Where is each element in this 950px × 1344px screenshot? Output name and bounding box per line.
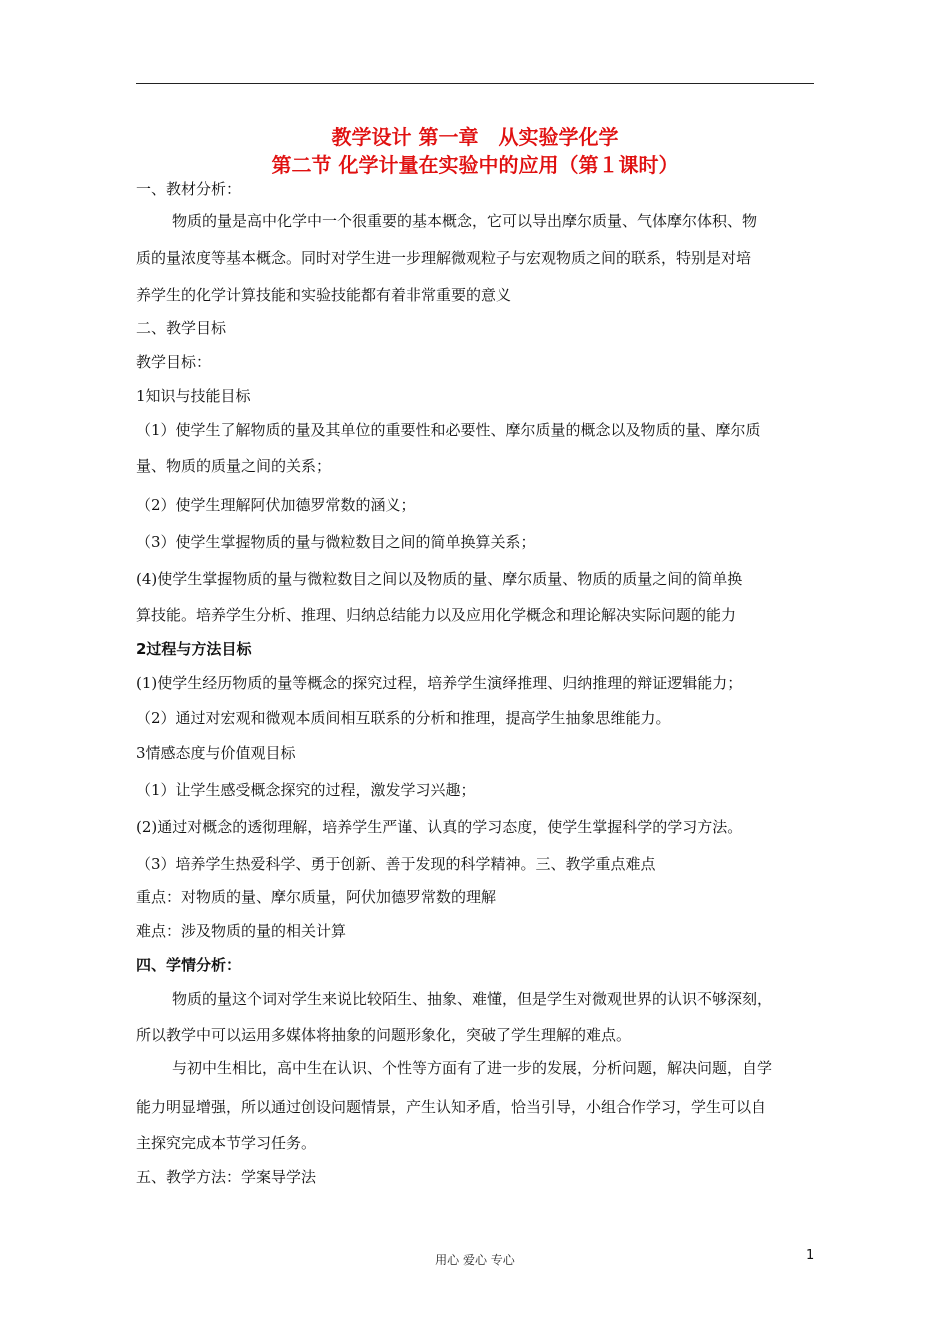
- title-line-2: 第二节 化学计量在实验中的应用（第１课时）: [271, 153, 679, 177]
- heading-student-analysis: 四、学情分析：: [136, 956, 242, 974]
- paragraph-line: 物质的量是高中化学中一个很重要的基本概念，它可以导出摩尔质量、气体摩尔体积、物: [172, 212, 758, 230]
- difficult-points: 难点：涉及物质的量的相关计算: [136, 922, 347, 940]
- paragraph-line: 能力明显增强，所以通过创设问题情景，产生认知矛盾，恰当引导，小组合作学习，学生可以自: [136, 1098, 767, 1116]
- goal-item: （3）培养学生热爱科学、勇于创新、善于发现的科学精神。三、教学重点难点: [136, 855, 656, 873]
- subheading-goals: 教学目标：: [136, 353, 212, 371]
- subheading-process-methods: 2过程与方法目标: [136, 640, 252, 658]
- subheading-attitudes-values: 3情感态度与价值观目标: [136, 744, 296, 762]
- heading-textbook-analysis: 一、教材分析：: [136, 180, 242, 198]
- goal-item: （1）让学生感受概念探究的过程，激发学习兴趣；: [136, 781, 476, 799]
- goal-item: (4)使学生掌握物质的量与微粒数目之间以及物质的量、摩尔质量、物质的质量之间的简单换: [136, 570, 743, 588]
- heading-teaching-method: 五、教学方法：学案导学法: [136, 1168, 317, 1186]
- goal-item: （2）通过对宏观和微观本质间相互联系的分析和推理，提高学生抽象思维能力。: [136, 709, 671, 727]
- paragraph-line: 质的量浓度等基本概念。同时对学生进一步理解微观粒子与宏观物质之间的联系，特别是对培: [136, 249, 752, 267]
- goal-item: (2)通过对概念的透彻理解，培养学生严谨、认真的学习态度，使学生掌握科学的学习方法。: [136, 818, 743, 836]
- header-rule: [136, 83, 814, 84]
- paragraph-line: 主探究完成本节学习任务。: [136, 1134, 317, 1152]
- goal-item-continued: 量、物质的质量之间的关系；: [136, 457, 332, 475]
- goal-item: (1)使学生经历物质的量等概念的探究过程，培养学生演绎推理、归纳推理的辩证逻辑能力；: [136, 674, 743, 692]
- title-line-1: 教学设计 第一章 从实验学化学: [331, 125, 619, 149]
- page-footer: 用心 爱心 专心: [435, 1253, 515, 1267]
- goal-item: （3）使学生掌握物质的量与微粒数目之间的简单换算关系；: [136, 533, 536, 551]
- paragraph-line: 物质的量这个词对学生来说比较陌生、抽象、难懂，但是学生对微观世界的认识不够深刻，: [172, 990, 773, 1008]
- paragraph-line: 与初中生相比，高中生在认识、个性等方面有了进一步的发展，分析问题，解决问题，自学: [172, 1059, 773, 1077]
- page-number: 1: [806, 1248, 815, 1263]
- paragraph-line: 养学生的化学计算技能和实验技能都有着非常重要的意义: [136, 286, 512, 304]
- paragraph-line: 所以教学中可以运用多媒体将抽象的问题形象化，突破了学生理解的难点。: [136, 1026, 632, 1044]
- key-points: 重点：对物质的量、摩尔质量，阿伏加德罗常数的理解: [136, 888, 497, 906]
- goal-item-continued: 算技能。培养学生分析、推理、归纳总结能力以及应用化学概念和理论解决实际问题的能力: [136, 606, 737, 624]
- subheading-knowledge-skills: 1知识与技能目标: [136, 387, 251, 405]
- heading-teaching-goals: 二、教学目标: [136, 319, 227, 337]
- goal-item: （1）使学生了解物质的量及其单位的重要性和必要性、摩尔质量的概念以及物质的量、摩尔质: [136, 421, 761, 439]
- goal-item: （2）使学生理解阿伏加德罗常数的涵义；: [136, 496, 416, 514]
